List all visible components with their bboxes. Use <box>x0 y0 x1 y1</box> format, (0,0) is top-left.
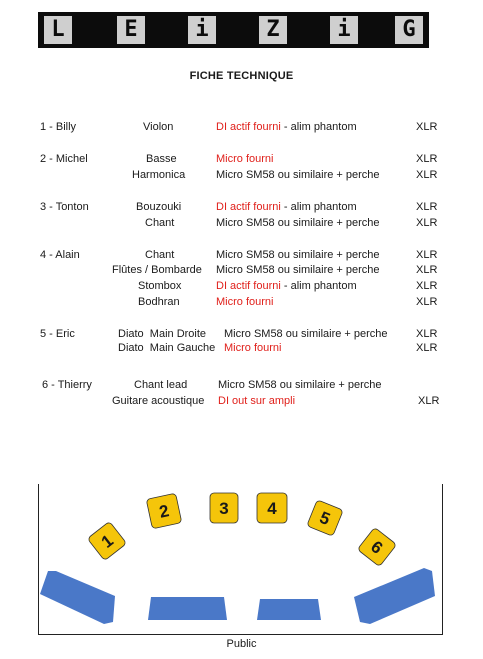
position-marker <box>210 493 238 523</box>
logo-letter: G <box>395 16 423 44</box>
position-marker <box>307 500 343 536</box>
riser-center-right <box>257 599 321 620</box>
source-required: - alim phantom <box>280 121 357 133</box>
position-marker <box>257 493 287 523</box>
musician-name: 1 - Billy <box>40 121 77 133</box>
instrument: Chant lead <box>134 379 188 391</box>
riser-left <box>40 571 115 624</box>
source-provided: DI actif fourni <box>216 201 281 213</box>
connector: XLR <box>416 342 438 354</box>
instrument: Stombox <box>138 280 182 292</box>
instrument: Bouzouki <box>136 201 182 213</box>
connector: XLR <box>416 153 438 165</box>
connector: XLR <box>416 328 438 340</box>
connector: XLR <box>416 121 438 133</box>
musician-name: 6 - Thierry <box>42 379 92 391</box>
source-provided: Micro fourni <box>224 342 282 354</box>
musician-name: 3 - Tonton <box>40 201 89 213</box>
source-required: Micro SM58 ou similaire + perche <box>216 264 380 276</box>
position-marker <box>87 521 126 560</box>
instrument: Violon <box>143 121 174 133</box>
position-number: 4 <box>267 499 277 518</box>
connector: XLR <box>416 280 438 292</box>
instrument: Guitare acoustique <box>112 395 205 407</box>
connector: XLR <box>416 201 438 213</box>
instrument: Diato Main Droite <box>118 328 207 340</box>
source-required: Micro SM58 ou similaire + perche <box>216 217 380 229</box>
connector: XLR <box>416 169 438 181</box>
logo-letter: L <box>44 16 72 44</box>
document-title: FICHE TECHNIQUE <box>189 70 294 82</box>
riser-center-left <box>148 597 227 620</box>
musician-name: 4 - Alain <box>40 249 80 261</box>
position-marker <box>357 527 396 566</box>
source-required: Micro SM58 ou similaire + perche <box>216 249 380 261</box>
source-required: - alim phantom <box>280 280 357 292</box>
musician-name: 5 - Eric <box>40 328 75 340</box>
position-number: 5 <box>316 507 333 530</box>
position-number: 1 <box>97 530 117 552</box>
source-provided: DI actif fourni <box>216 121 281 133</box>
source-required: Micro SM58 ou similaire + perche <box>224 328 388 340</box>
position-number: 2 <box>157 501 171 522</box>
instrument: Chant <box>145 249 175 261</box>
position-number: 6 <box>367 536 387 558</box>
connector: XLR <box>416 249 438 261</box>
instrument: Diato Main Gauche <box>118 342 216 354</box>
connector: XLR <box>416 296 438 308</box>
riser-right <box>354 568 435 624</box>
instrument: Harmonica <box>132 169 186 181</box>
connector: XLR <box>416 264 438 276</box>
connector: XLR <box>416 217 438 229</box>
instrument: Flûtes / Bombarde <box>112 264 202 276</box>
position-marker <box>146 493 182 529</box>
instrument: Chant <box>145 217 175 229</box>
logo-letter: Z <box>259 16 287 44</box>
logo-letter: i <box>330 16 358 44</box>
logo-letter: i <box>188 16 216 44</box>
musician-name: 2 - Michel <box>40 153 88 165</box>
source-required: Micro SM58 ou similaire + perche <box>216 169 380 181</box>
position-number: 3 <box>219 499 229 518</box>
audience-label: Public <box>226 638 257 650</box>
source-provided: DI actif fourni <box>216 280 281 292</box>
source-provided: DI out sur ampli <box>218 395 296 407</box>
source-provided: Micro fourni <box>216 153 274 165</box>
source-required: - alim phantom <box>280 201 357 213</box>
instrument: Bodhran <box>138 296 180 308</box>
instrument: Basse <box>146 153 177 165</box>
source-required: Micro SM58 ou similaire + perche <box>218 379 382 391</box>
source-provided: Micro fourni <box>216 296 274 308</box>
logo-letter: E <box>117 16 145 44</box>
connector: XLR <box>418 395 440 407</box>
